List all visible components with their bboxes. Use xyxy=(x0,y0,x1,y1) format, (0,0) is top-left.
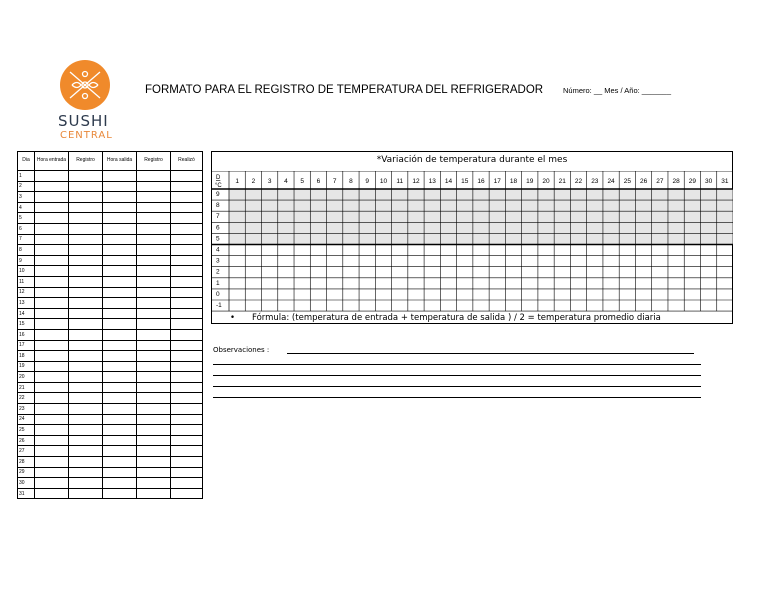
day-number: 3 xyxy=(18,192,35,203)
entry-cell[interactable] xyxy=(69,308,103,319)
day-number: 10 xyxy=(18,266,35,277)
temperature-grid xyxy=(211,171,733,313)
entry-cell[interactable] xyxy=(35,287,69,298)
entry-cell[interactable] xyxy=(103,255,137,266)
grid-day-header: 9 xyxy=(365,178,370,185)
entry-cell[interactable] xyxy=(69,298,103,309)
col-header-hora-salida: Hora salida xyxy=(103,152,137,171)
entry-cell[interactable] xyxy=(103,171,137,182)
grid-day-header: 18 xyxy=(509,178,518,185)
observaciones-line[interactable] xyxy=(213,386,701,387)
entry-cell[interactable] xyxy=(171,425,203,436)
entry-cell[interactable] xyxy=(171,287,203,298)
grid-temp-label: 3 xyxy=(216,257,220,265)
entry-cell[interactable] xyxy=(69,329,103,340)
observaciones-line[interactable] xyxy=(213,375,701,376)
entry-cell[interactable] xyxy=(171,266,203,277)
grid-temp-label: 7 xyxy=(216,213,220,221)
day-number: 12 xyxy=(18,287,35,298)
entry-cell[interactable] xyxy=(137,488,171,499)
day-number: 9 xyxy=(18,255,35,266)
entry-cell[interactable] xyxy=(103,287,137,298)
grid-day-header: 30 xyxy=(704,178,713,185)
entry-cell[interactable] xyxy=(103,435,137,446)
grid-temp-label: -1 xyxy=(216,302,222,309)
day-number: 18 xyxy=(18,351,35,362)
entry-cell[interactable] xyxy=(137,414,171,425)
entry-cell[interactable] xyxy=(103,382,137,393)
entry-cell[interactable] xyxy=(103,478,137,489)
entry-cell[interactable] xyxy=(137,298,171,309)
entry-cell[interactable] xyxy=(137,266,171,277)
entry-cell[interactable] xyxy=(103,457,137,468)
grid-day-header: 22 xyxy=(574,178,583,185)
table-row xyxy=(18,308,203,319)
entry-cell[interactable] xyxy=(137,351,171,362)
entry-cell[interactable] xyxy=(137,287,171,298)
table-row xyxy=(18,372,203,383)
page-title: FORMATO PARA EL REGISTRO DE TEMPERATURA DEL REFRIGERADOR xyxy=(145,84,544,96)
day-number: 30 xyxy=(18,478,35,489)
grid-day-header: 10 xyxy=(379,178,388,185)
table-row xyxy=(18,255,203,266)
entry-cell[interactable] xyxy=(35,425,69,436)
entry-cell[interactable] xyxy=(103,425,137,436)
table-row xyxy=(18,351,203,362)
grid-day-header: 1 xyxy=(235,178,239,185)
entry-cell[interactable] xyxy=(69,478,103,489)
entry-cell[interactable] xyxy=(137,192,171,203)
entry-cell[interactable] xyxy=(137,393,171,404)
entry-cell[interactable] xyxy=(171,382,203,393)
col-header-hora-entrada: Hora entrada xyxy=(35,152,69,171)
entry-cell[interactable] xyxy=(103,329,137,340)
grid-temp-label: 2 xyxy=(216,268,220,276)
entry-cell[interactable] xyxy=(137,446,171,457)
entry-cell[interactable] xyxy=(69,192,103,203)
entry-cell[interactable] xyxy=(35,382,69,393)
grid-day-header: 11 xyxy=(396,178,404,185)
bullet-icon: • xyxy=(230,313,236,323)
entry-cell[interactable] xyxy=(69,435,103,446)
table-row xyxy=(18,435,203,446)
day-number: 2 xyxy=(18,181,35,192)
entry-cell[interactable] xyxy=(35,213,69,224)
table-row xyxy=(18,213,203,224)
grid-day-header: 29 xyxy=(688,178,696,185)
day-number: 6 xyxy=(18,223,35,234)
entry-cell[interactable] xyxy=(35,276,69,287)
entry-cell[interactable] xyxy=(69,255,103,266)
entry-cell[interactable] xyxy=(103,245,137,256)
entry-cell[interactable] xyxy=(171,457,203,468)
day-number: 28 xyxy=(18,457,35,468)
numero-mes-ano-field: Número: __ Mes / Año: _______ xyxy=(563,86,671,95)
grid-day-header: 17 xyxy=(493,178,501,185)
entry-cell[interactable] xyxy=(69,382,103,393)
entry-cell[interactable] xyxy=(137,361,171,372)
grid-day-header: 12 xyxy=(412,178,420,185)
entry-cell[interactable] xyxy=(103,404,137,415)
entry-cell[interactable] xyxy=(137,382,171,393)
day-number: 20 xyxy=(18,372,35,383)
entry-cell[interactable] xyxy=(137,372,171,383)
grid-temp-label: 1 xyxy=(216,279,220,287)
entry-cell[interactable] xyxy=(171,435,203,446)
entry-cell[interactable] xyxy=(35,308,69,319)
entry-cell[interactable] xyxy=(171,255,203,266)
table-row xyxy=(18,446,203,457)
grid-title: *Variación de temperatura durante el mes xyxy=(376,155,568,165)
entry-cell[interactable] xyxy=(171,234,203,245)
formula-note xyxy=(230,313,661,323)
day-number: 13 xyxy=(18,298,35,309)
entry-cell[interactable] xyxy=(35,192,69,203)
day-number: 26 xyxy=(18,435,35,446)
shaded-band xyxy=(229,189,733,245)
entry-cell[interactable] xyxy=(171,329,203,340)
table-row xyxy=(18,223,203,234)
grid-temp-label: 5 xyxy=(216,235,220,243)
entry-cell[interactable] xyxy=(35,457,69,468)
entry-cell[interactable] xyxy=(137,171,171,182)
entry-cell[interactable] xyxy=(137,425,171,436)
observaciones-line[interactable] xyxy=(213,364,701,365)
table-header-row xyxy=(18,152,203,171)
entry-cell[interactable] xyxy=(103,393,137,404)
entry-cell[interactable] xyxy=(35,234,69,245)
entry-cell[interactable] xyxy=(69,319,103,330)
entry-cell[interactable] xyxy=(137,467,171,478)
table-row xyxy=(18,478,203,489)
entry-cell[interactable] xyxy=(103,223,137,234)
entry-cell[interactable] xyxy=(171,181,203,192)
entry-cell[interactable] xyxy=(35,171,69,182)
table-row xyxy=(18,319,203,330)
day-number: 8 xyxy=(18,245,35,256)
entry-cell[interactable] xyxy=(69,467,103,478)
entry-cell[interactable] xyxy=(171,372,203,383)
entry-cell[interactable] xyxy=(35,245,69,256)
entry-cell[interactable] xyxy=(69,488,103,499)
day-number: 22 xyxy=(18,393,35,404)
day-number: 7 xyxy=(18,234,35,245)
entry-cell[interactable] xyxy=(103,372,137,383)
col-header-registro-entrada: Registro xyxy=(69,152,103,171)
entry-cell[interactable] xyxy=(69,171,103,182)
entry-cell[interactable] xyxy=(35,266,69,277)
entry-cell[interactable] xyxy=(69,372,103,383)
entry-cell[interactable] xyxy=(171,467,203,478)
table-row xyxy=(18,340,203,351)
table-row xyxy=(18,192,203,203)
entry-cell[interactable] xyxy=(35,202,69,213)
entry-cell[interactable] xyxy=(35,255,69,266)
entry-cell[interactable] xyxy=(103,213,137,224)
sushi-central-logo xyxy=(58,60,118,146)
grid-day-header: 20 xyxy=(542,178,550,185)
entry-cell[interactable] xyxy=(35,478,69,489)
corner-degree-label: °C xyxy=(215,183,222,189)
table-row xyxy=(18,276,203,287)
day-number: 5 xyxy=(18,213,35,224)
grid-day-header: 15 xyxy=(461,178,469,185)
grid-day-header: 25 xyxy=(623,178,631,185)
entry-cell[interactable] xyxy=(103,319,137,330)
table-row xyxy=(18,171,203,182)
entry-cell[interactable] xyxy=(103,298,137,309)
entry-cell[interactable] xyxy=(171,361,203,372)
grid-temp-label: 9 xyxy=(216,191,220,198)
entry-cell[interactable] xyxy=(137,223,171,234)
entry-cell[interactable] xyxy=(171,393,203,404)
entry-cell[interactable] xyxy=(137,457,171,468)
entry-cell[interactable] xyxy=(35,467,69,478)
entry-cell[interactable] xyxy=(171,213,203,224)
entry-cell[interactable] xyxy=(35,446,69,457)
table-row xyxy=(18,298,203,309)
table-row xyxy=(18,467,203,478)
entry-cell[interactable] xyxy=(35,435,69,446)
table-row xyxy=(18,287,203,298)
day-number: 4 xyxy=(18,202,35,213)
entry-cell[interactable] xyxy=(103,276,137,287)
entry-cell[interactable] xyxy=(35,404,69,415)
entry-cell[interactable] xyxy=(69,340,103,351)
entry-cell[interactable] xyxy=(171,308,203,319)
col-header-realizo: Realizó xyxy=(171,152,203,171)
entry-cell[interactable] xyxy=(103,361,137,372)
entry-cell[interactable] xyxy=(171,319,203,330)
grid-day-header: 28 xyxy=(672,178,680,185)
entry-cell[interactable] xyxy=(137,213,171,224)
grid-day-header: 14 xyxy=(444,178,453,185)
entry-cell[interactable] xyxy=(137,181,171,192)
grid-day-header: 2 xyxy=(251,178,256,185)
entry-cell[interactable] xyxy=(171,202,203,213)
daily-log-table xyxy=(17,151,203,499)
grid-day-header: 31 xyxy=(721,178,729,185)
logo-emblem-icon xyxy=(60,60,110,110)
table-row xyxy=(18,457,203,468)
entry-cell[interactable] xyxy=(137,329,171,340)
grid-day-header: 8 xyxy=(349,178,353,185)
entry-cell[interactable] xyxy=(171,276,203,287)
entry-cell[interactable] xyxy=(137,276,171,287)
entry-cell[interactable] xyxy=(171,488,203,499)
entry-cell[interactable] xyxy=(69,393,103,404)
table-row xyxy=(18,414,203,425)
table-row xyxy=(18,266,203,277)
table-row xyxy=(18,425,203,436)
grid-day-header: 13 xyxy=(428,178,436,185)
entry-cell[interactable] xyxy=(103,414,137,425)
entry-cell[interactable] xyxy=(171,171,203,182)
entry-cell[interactable] xyxy=(171,223,203,234)
grid-day-header: 27 xyxy=(656,178,664,185)
entry-cell[interactable] xyxy=(35,414,69,425)
grid-day-header: 26 xyxy=(639,178,648,185)
entry-cell[interactable] xyxy=(69,276,103,287)
entry-cell[interactable] xyxy=(103,192,137,203)
formula-text: Fórmula: (temperatura de entrada + temperatura de salida ) / 2 = temperatura promedio diaria xyxy=(252,313,661,323)
table-row xyxy=(18,329,203,340)
table-row xyxy=(18,382,203,393)
entry-cell[interactable] xyxy=(69,425,103,436)
entry-cell[interactable] xyxy=(35,488,69,499)
entry-cell[interactable] xyxy=(103,308,137,319)
entry-cell[interactable] xyxy=(35,181,69,192)
entry-cell[interactable] xyxy=(69,287,103,298)
day-number: 11 xyxy=(18,276,35,287)
entry-cell[interactable] xyxy=(35,319,69,330)
entry-cell[interactable] xyxy=(103,202,137,213)
grid-day-header: 24 xyxy=(607,178,615,185)
grid-day-header: 3 xyxy=(267,178,272,185)
entry-cell[interactable] xyxy=(171,245,203,256)
entry-cell[interactable] xyxy=(69,414,103,425)
day-number: 25 xyxy=(18,425,35,436)
grid-temp-label: 0 xyxy=(216,290,220,298)
day-number: 15 xyxy=(18,319,35,330)
grid-day-header: 7 xyxy=(332,178,337,185)
entry-cell[interactable] xyxy=(137,202,171,213)
entry-cell[interactable] xyxy=(35,329,69,340)
grid-day-header: 6 xyxy=(316,178,321,185)
entry-cell[interactable] xyxy=(103,234,137,245)
table-row xyxy=(18,488,203,499)
entry-cell[interactable] xyxy=(35,340,69,351)
table-row xyxy=(18,181,203,192)
day-number: 16 xyxy=(18,329,35,340)
logo-text-central: CENTRAL xyxy=(60,130,113,141)
entry-cell[interactable] xyxy=(137,234,171,245)
entry-cell[interactable] xyxy=(171,404,203,415)
observaciones-line[interactable] xyxy=(213,397,701,398)
entry-cell[interactable] xyxy=(137,308,171,319)
entry-cell[interactable] xyxy=(137,478,171,489)
entry-cell[interactable] xyxy=(35,393,69,404)
grid-temp-label: 6 xyxy=(216,224,220,232)
day-number: 19 xyxy=(18,361,35,372)
entry-cell[interactable] xyxy=(137,245,171,256)
entry-cell[interactable] xyxy=(69,223,103,234)
entry-cell[interactable] xyxy=(69,234,103,245)
entry-cell[interactable] xyxy=(35,361,69,372)
entry-cell[interactable] xyxy=(171,192,203,203)
entry-cell[interactable] xyxy=(137,340,171,351)
day-number: 24 xyxy=(18,414,35,425)
entry-cell[interactable] xyxy=(103,266,137,277)
entry-cell[interactable] xyxy=(137,404,171,415)
entry-cell[interactable] xyxy=(35,223,69,234)
entry-cell[interactable] xyxy=(69,351,103,362)
grid-day-header: 16 xyxy=(477,178,485,185)
entry-cell[interactable] xyxy=(69,266,103,277)
col-header-dia: Dia xyxy=(18,152,35,171)
table-row xyxy=(18,393,203,404)
table-row xyxy=(18,404,203,415)
entry-cell[interactable] xyxy=(103,446,137,457)
day-number: 21 xyxy=(18,382,35,393)
entry-cell[interactable] xyxy=(69,245,103,256)
entry-cell[interactable] xyxy=(69,457,103,468)
entry-cell[interactable] xyxy=(103,340,137,351)
entry-cell[interactable] xyxy=(69,446,103,457)
entry-cell[interactable] xyxy=(103,351,137,362)
grid-temp-label: 8 xyxy=(216,202,220,210)
entry-cell[interactable] xyxy=(171,340,203,351)
table-row xyxy=(18,361,203,372)
table-row xyxy=(18,245,203,256)
entry-cell[interactable] xyxy=(69,361,103,372)
day-number: 29 xyxy=(18,467,35,478)
entry-cell[interactable] xyxy=(103,467,137,478)
grid-day-header: 4 xyxy=(284,178,288,185)
entry-cell[interactable] xyxy=(69,181,103,192)
entry-cell[interactable] xyxy=(171,298,203,309)
table-row xyxy=(18,202,203,213)
grid-day-header: 5 xyxy=(300,178,304,185)
logo-text-sushi: SUSHI xyxy=(58,112,109,130)
entry-cell[interactable] xyxy=(103,181,137,192)
entry-cell[interactable] xyxy=(69,202,103,213)
day-number: 17 xyxy=(18,340,35,351)
entry-cell[interactable] xyxy=(171,351,203,362)
grid-day-header: 23 xyxy=(591,178,599,185)
entry-cell[interactable] xyxy=(35,372,69,383)
entry-cell[interactable] xyxy=(171,478,203,489)
day-number: 23 xyxy=(18,404,35,415)
grid-temp-label: 4 xyxy=(216,246,220,254)
day-number: 1 xyxy=(18,171,35,182)
day-number: 31 xyxy=(18,488,35,499)
entry-cell[interactable] xyxy=(137,435,171,446)
grid-day-header: 19 xyxy=(526,178,534,185)
entry-cell[interactable] xyxy=(103,488,137,499)
observaciones-label: Observaciones : xyxy=(213,346,270,354)
entry-cell[interactable] xyxy=(69,213,103,224)
entry-cell[interactable] xyxy=(171,414,203,425)
entry-cell[interactable] xyxy=(35,298,69,309)
entry-cell[interactable] xyxy=(69,404,103,415)
corner-day-label: D xyxy=(216,175,221,181)
entry-cell[interactable] xyxy=(137,319,171,330)
table-row xyxy=(18,234,203,245)
entry-cell[interactable] xyxy=(171,446,203,457)
grid-day-header: 21 xyxy=(558,178,566,185)
entry-cell[interactable] xyxy=(137,255,171,266)
col-header-registro-salida: Registro xyxy=(137,152,171,171)
observaciones-line[interactable] xyxy=(287,353,694,354)
day-number: 27 xyxy=(18,446,35,457)
day-number: 14 xyxy=(18,308,35,319)
entry-cell[interactable] xyxy=(35,351,69,362)
